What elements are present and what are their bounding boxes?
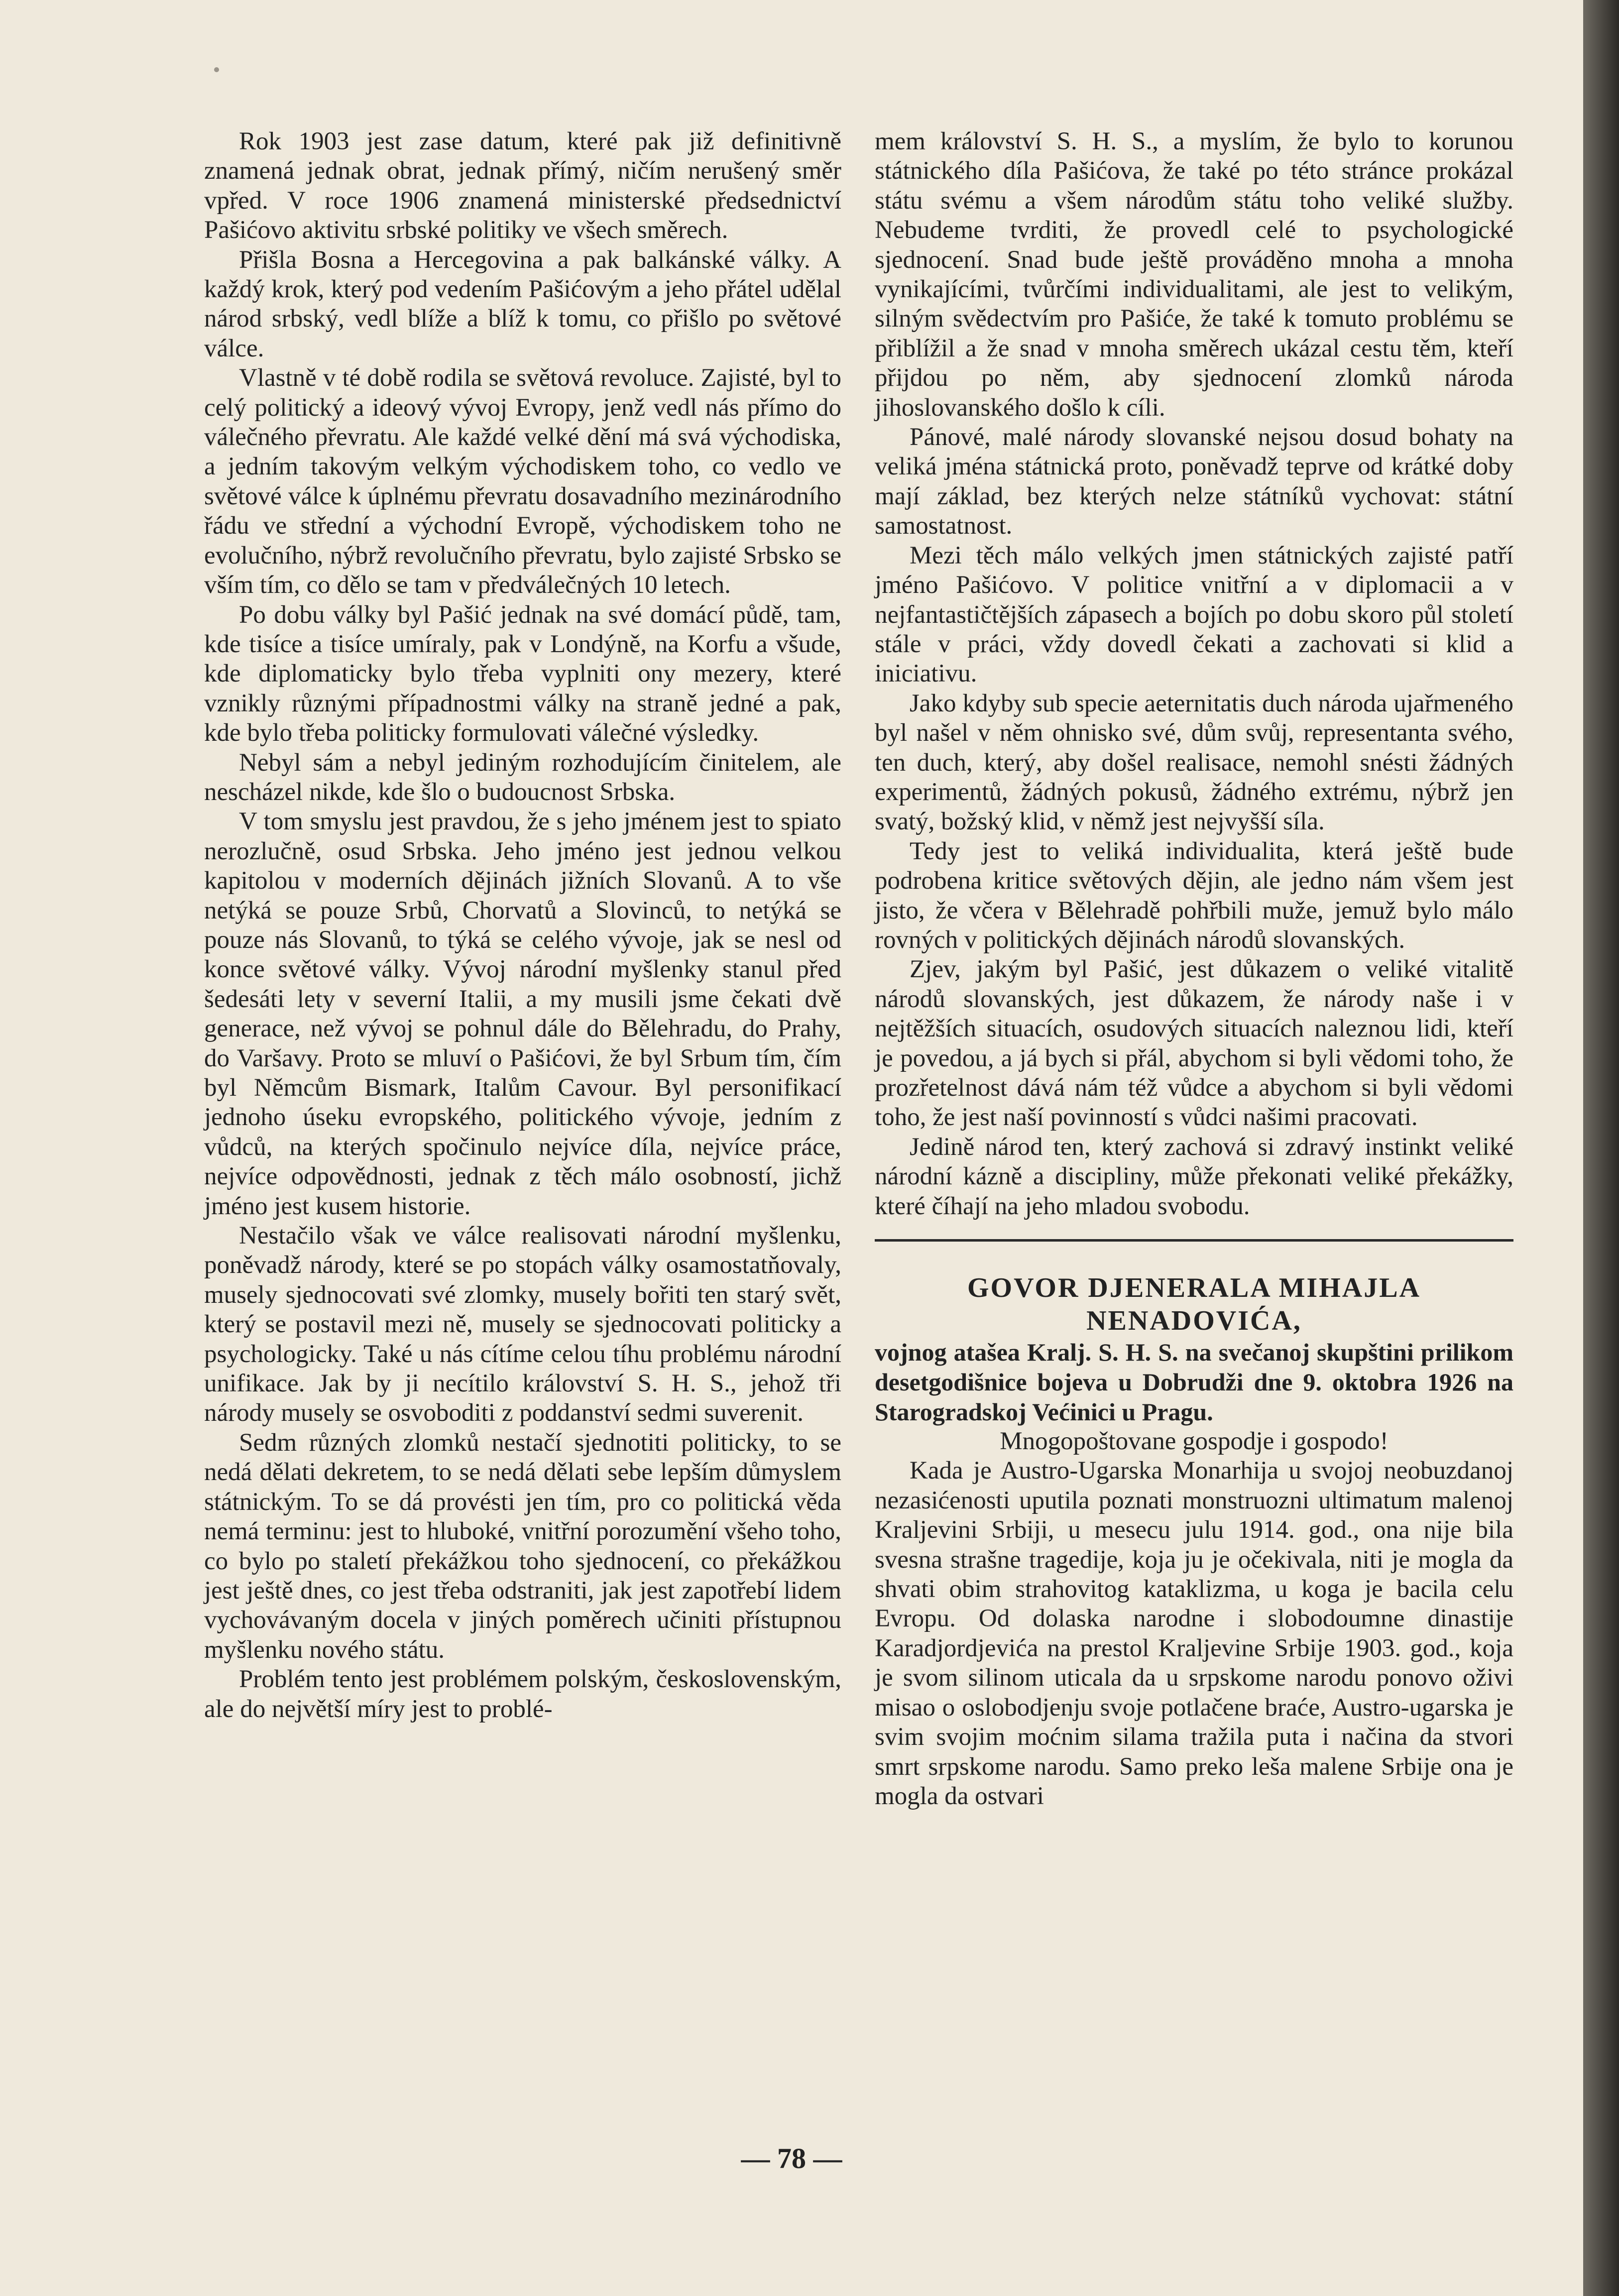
left-column xyxy=(204,127,841,1724)
left-paragraph: Sedm různých zlomků nestačí sjednotiti politicky, to se nedá dělati dekretem, to se nedá dělati sebe lepším důmyslem státnickým. To se dá provésti jen tím, pro co politická věda nemá terminu: jest to hluboké, vnitřní porozumění všeho toho, co bylo po staletí překážkou toho sjednocení, co překážkou jest ještě dnes, co jest třeba odstraniti, jak jest zapotřebí lidem vychovávaným docela v jiných poměrech učiniti přístupnou myšlenku nového státu. xyxy=(204,1428,841,1664)
left-paragraph: Nebyl sám a nebyl jediným rozhodujícím činitelem, ale nescházel nikde, kde šlo o budoucnost Srbska. xyxy=(204,748,841,806)
speech-title: GOVOR DJENERALA MIHAJLA NENADOVIĆA, xyxy=(967,1272,1421,1337)
left-paragraph: Vlastně v té době rodila se světová revoluce. Zajisté, byl to celý politický a ideový vývoj Evropy, jenž vedl nás přímo do válečného převratu. Ale každé velké dění má svá východiska, a jedním takovým velkým východiskem toho, co vedlo ve světové válce k úplnému převratu dosavadního mezinárodního řádu ve střední a východní Evropě, východiskem toho ne evolučního, nýbrž revolučního převratu, bylo zajisté Srbsko se vším tím, co dělo se tam v předválečných 10 letech. xyxy=(204,364,841,599)
right-paragraph: Jedině národ ten, který zachová si zdravý instinkt veliké národní kázně a discipliny, může překonati veliké překážky, které číhají na jeho mladou svobodu. xyxy=(875,1133,1513,1220)
paper-speck xyxy=(214,67,219,72)
speech-paragraph: Kada je Austro-Ugarska Monarhija u svojoj neobuzdanoj nezasićenosti uputila poznati monstruozni ultimatum malenoj Kraljevini Srbiji, u mesecu julu 1914. god., ona nije bila svesna strašne tragedije, koja ju je očekivala, niti je mogla da shvati obim strahovitog kataklizma, u koga je bacila celu Evropu. Od dolaska narodne i slobodoumne dinastije Karadjordjevića na prestol Kraljevine Srbije 1903. god., koja je svom silinom uticala da u srpskome narodu ponovo oživi misao o oslobodjenju svoje potlačene braće, Austro-ugarska je svim svojim moćnim silama tražila puta i načina da stvori smrt srpskome narodu. Samo preko leša malene Srbije ona je mogla da ostvari xyxy=(875,1457,1513,1810)
right-paragraph: Mezi těch málo velkých jmen státnických zajisté patří jméno Pašićovo. V politice vnitřní a v diplomacii a v nejfantastičtějších zápasech a bojích po dobu skoro půl století stále v práci, vždy dovedl čekati a zachovati si klid a iniciativu. xyxy=(875,541,1513,688)
right-paragraph: Tedy jest to veliká individualita, která ještě bude podrobena kritice světových dějin, ale jedno nám všem jest jisto, že včera v Bělehradě pohřbili muže, jemuž bylo málo rovných v politických dějinách národů slovanských. xyxy=(875,837,1513,954)
left-paragraph: Přišla Bosna a Hercegovina a pak balkánské války. A každý krok, který pod vedením Pašićovým a jeho přátel udělal národ srbský, vedl blíže a blíž k tomu, co přišlo po světové válce. xyxy=(204,245,841,362)
speech-greeting: Mnogopoštovane gospodje i gospodo! xyxy=(1000,1427,1388,1456)
section-divider xyxy=(875,1239,1513,1242)
left-paragraph: Po dobu války byl Pašić jednak na své domácí půdě, tam, kde tisíce a tisíce umíraly, pak v Londýně, na Korfu a všude, kde diplomaticky bylo třeba vyplniti ony mezery, které vznikly různými případnostmi války na straně jedné a pak, kde bylo třeba politicky formulovati válečné výsledky. xyxy=(204,600,841,747)
right-paragraph: Jako kdyby sub specie aeternitatis duch národa ujařmeného byl našel v něm ohnisko své, dům svůj, representanta svého, ten duch, který, aby došel realisace, nemohl snésti žádných experimentů, žádných pokusů, žádného extrému, nýbrž jen svatý, božský klid, v němž jest nejvyšší síla. xyxy=(875,689,1513,836)
right-column xyxy=(875,127,1513,1811)
speech-subtitle: vojnog atašea Kralj. S. H. S. na svečanoj skupštini prilikom desetgodišnice bojeva u Dobrudži dne 9. oktobra 1926 na Starogradskoj Većinici u Pragu. xyxy=(875,1338,1513,1426)
right-paragraph: Zjev, jakým byl Pašić, jest důkazem o veliké vitalitě národů slovanských, jest důkazem, že národy naše i v nejtěžších situacích, osudových situacích naleznou lidi, kteří je povedou, a já bych si přál, abychom si byli vědomi toho, že prozřetelnost dává nám též vůdce a abychom si byli vědomi toho, že jest naší povinností s vůdci našimi pracovati. xyxy=(875,955,1513,1132)
left-paragraph: Rok 1903 jest zase datum, které pak již definitivně znamená jednak obrat, jednak přímý, ničím nerušený směr vpřed. V roce 1906 znamená ministerské předsednictví Pašićovo aktivitu srbské politiky ve všech směrech. xyxy=(204,127,841,244)
left-paragraph: Nestačilo však ve válce realisovati národní myšlenku, poněvadž národy, které se po stopách války osamostatňovaly, musely sjednocovati své zlomky, musely bořiti ten starý svět, který se postavil mezi ně, musely se sjednocovati politicky a psychologicky. Také u nás cítíme celou tíhu problému národní unifikace. Jak by ji necítilo království S. H. S., jehož tři národy musely se osvoboditi z poddanství sedmi suverenit. xyxy=(204,1222,841,1427)
left-paragraph: Problém tento jest problémem polským, československým, ale do největší míry jest to problé- xyxy=(204,1665,841,1723)
right-paragraph: Pánové, malé národy slovanské nejsou dosud bohaty na veliká jména státnická proto, poněvadž teprve od krátké doby mají základ, bez kterých nelze státníků vychovat: státní samostatnost. xyxy=(875,423,1513,540)
right-paragraph: mem království S. H. S., a myslím, že bylo to korunou státnického díla Pašićova, že také po této stránce prokázal státu svému a všem národům státu toho veliké služby. Nebudeme tvrditi, že provedl celé to psychologické sjednocení. Snad bude ještě prováděno mnoha a mnoha vynikajícími, tvůrčími individualitami, ale jest to velikým, silným svědectvím pro Pašiće, že také k tomuto problému se přiblížil a že snad v mnoha směrech ukázal cestu těm, kteří přijdou po něm, aby sjednocení zlomků národa jihoslovanského došlo k cíli. xyxy=(875,127,1513,422)
left-paragraph: V tom smyslu jest pravdou, že s jeho jménem jest to spiato nerozlučně, osud Srbska. Jeho jméno jest jednou velkou kapitolou v moderních dějinách jižních Slovanů. A to vše netýká se pouze Srbů, Chorvatů a Slovinců, to netýká se pouze nás Slovanů, to týká se celého vývoje, jak se nesl od konce světové války. Vývoj národní myšlenky stanul před šedesáti lety v severní Italii, a my musili jsme čekati dvě generace, než vývoj se pohnul dále do Bělehradu, do Prahy, do Varšavy. Proto se mluví o Pašićovi, že byl Srbum tím, čím byl Němcům Bismark, Italům Cavour. Byl personifikací jednoho úseku evropského, politického vývoje, jedním z vůdců, na kterých spočinulo nejvíce díla, nejvíce práce, nejvíce odpovědnosti, jednak z těch málo osobností, jichž jméno jest kusem historie. xyxy=(204,807,841,1220)
scan-background-edge xyxy=(1583,0,1619,2296)
page-number: — 78 — xyxy=(741,2142,842,2175)
